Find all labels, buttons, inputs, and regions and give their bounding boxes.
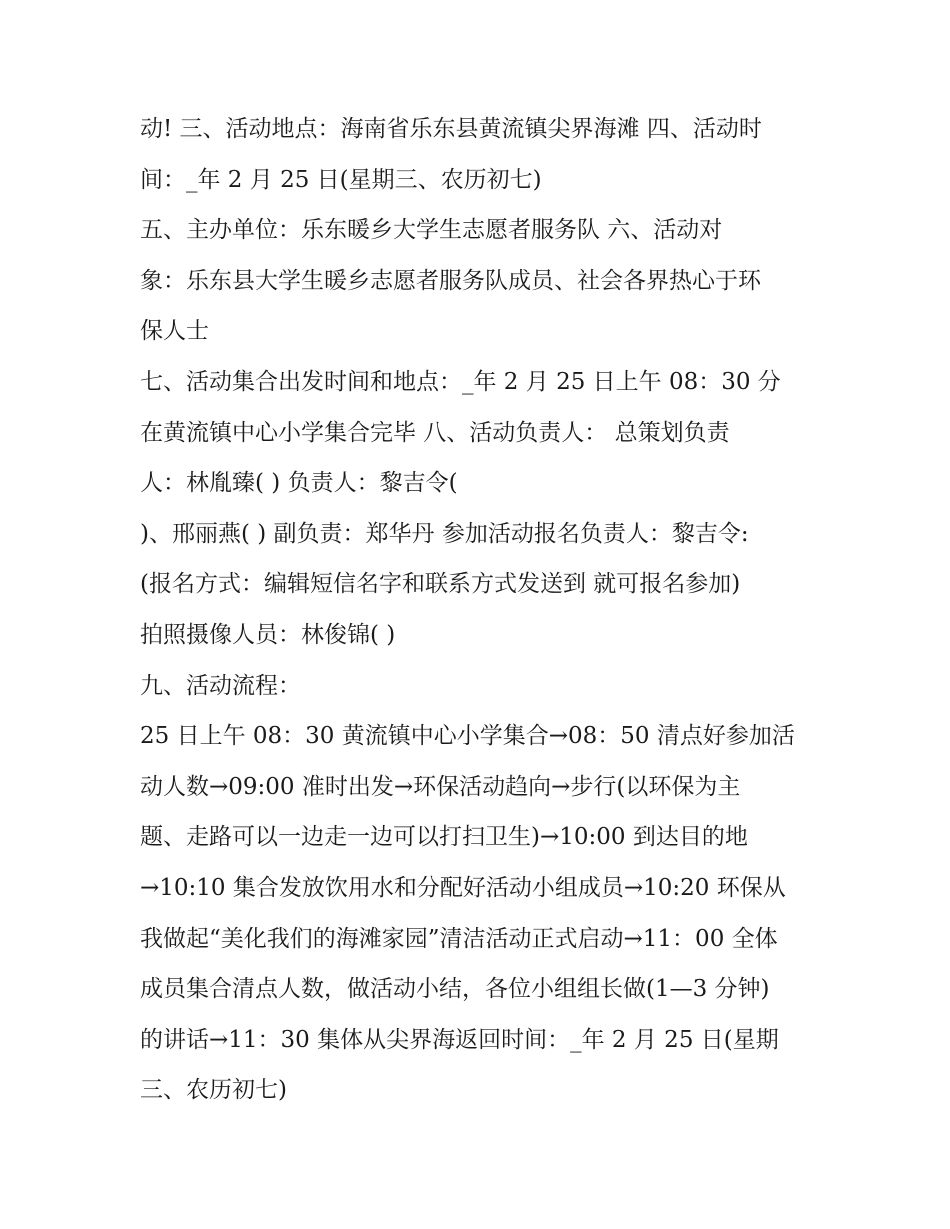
text-line: →10:10 集合发放饮用水和分配好活动小组成员→10:20 环保从 — [140, 874, 786, 901]
text-line: 九、活动流程： — [140, 672, 301, 699]
text-line: 间：_年 2 月 25 日(星期三、农历初七) — [140, 166, 542, 193]
text-line: 在黄流镇中心小学集合完毕 八、活动负责人： 总策划负责 — [140, 419, 730, 446]
text-line: 五、主办单位：乐东暖乡大学生志愿者服务队 六、活动对 — [140, 217, 723, 244]
text-line: 我做起“美化我们的海滩家园”清洁活动正式启动→11：00 全体 — [140, 925, 778, 952]
text-line: 25 日上午 08：30 黄流镇中心小学集合→08：50 清点好参加活 — [140, 723, 795, 750]
document-body — [140, 104, 830, 1116]
text-line: 保人士 — [140, 318, 209, 345]
text-line: 拍照摄像人员：林俊锦( ) — [140, 621, 396, 648]
text-line: 成员集合清点人数，做活动小结，各位小组组长做(1—3 分钟) — [140, 976, 770, 1003]
text-line: (报名方式：编辑短信名字和联系方式发送到 就可报名参加) — [140, 571, 741, 598]
text-line: 题、走路可以一边走一边可以打扫卫生)→10:00 到达目的地 — [140, 824, 748, 851]
text-line: 象：乐东县大学生暖乡志愿者服务队成员、社会各界热心于环 — [140, 267, 761, 294]
text-line: 的讲话→11：30 集体从尖界海返回时间：_年 2 月 25 日(星期 — [140, 1026, 779, 1053]
text-line: )、邢丽燕( ) 副负责：郑华丹 参加活动报名负责人：黎吉令: — [140, 520, 749, 547]
text-line: 动! 三、活动地点：海南省乐东县黄流镇尖界海滩 四、活动时 — [140, 116, 762, 142]
text-line: 动人数→09:00 准时出发→环保活动趋向→步行(以环保为主 — [140, 773, 741, 800]
text-line: 人：林胤臻( ) 负责人：黎吉令( — [140, 470, 458, 497]
text-line: 三、农历初七) — [140, 1077, 287, 1104]
text-line: 七、活动集合出发时间和地点：_年 2 月 25 日上午 08：30 分 — [140, 368, 781, 395]
